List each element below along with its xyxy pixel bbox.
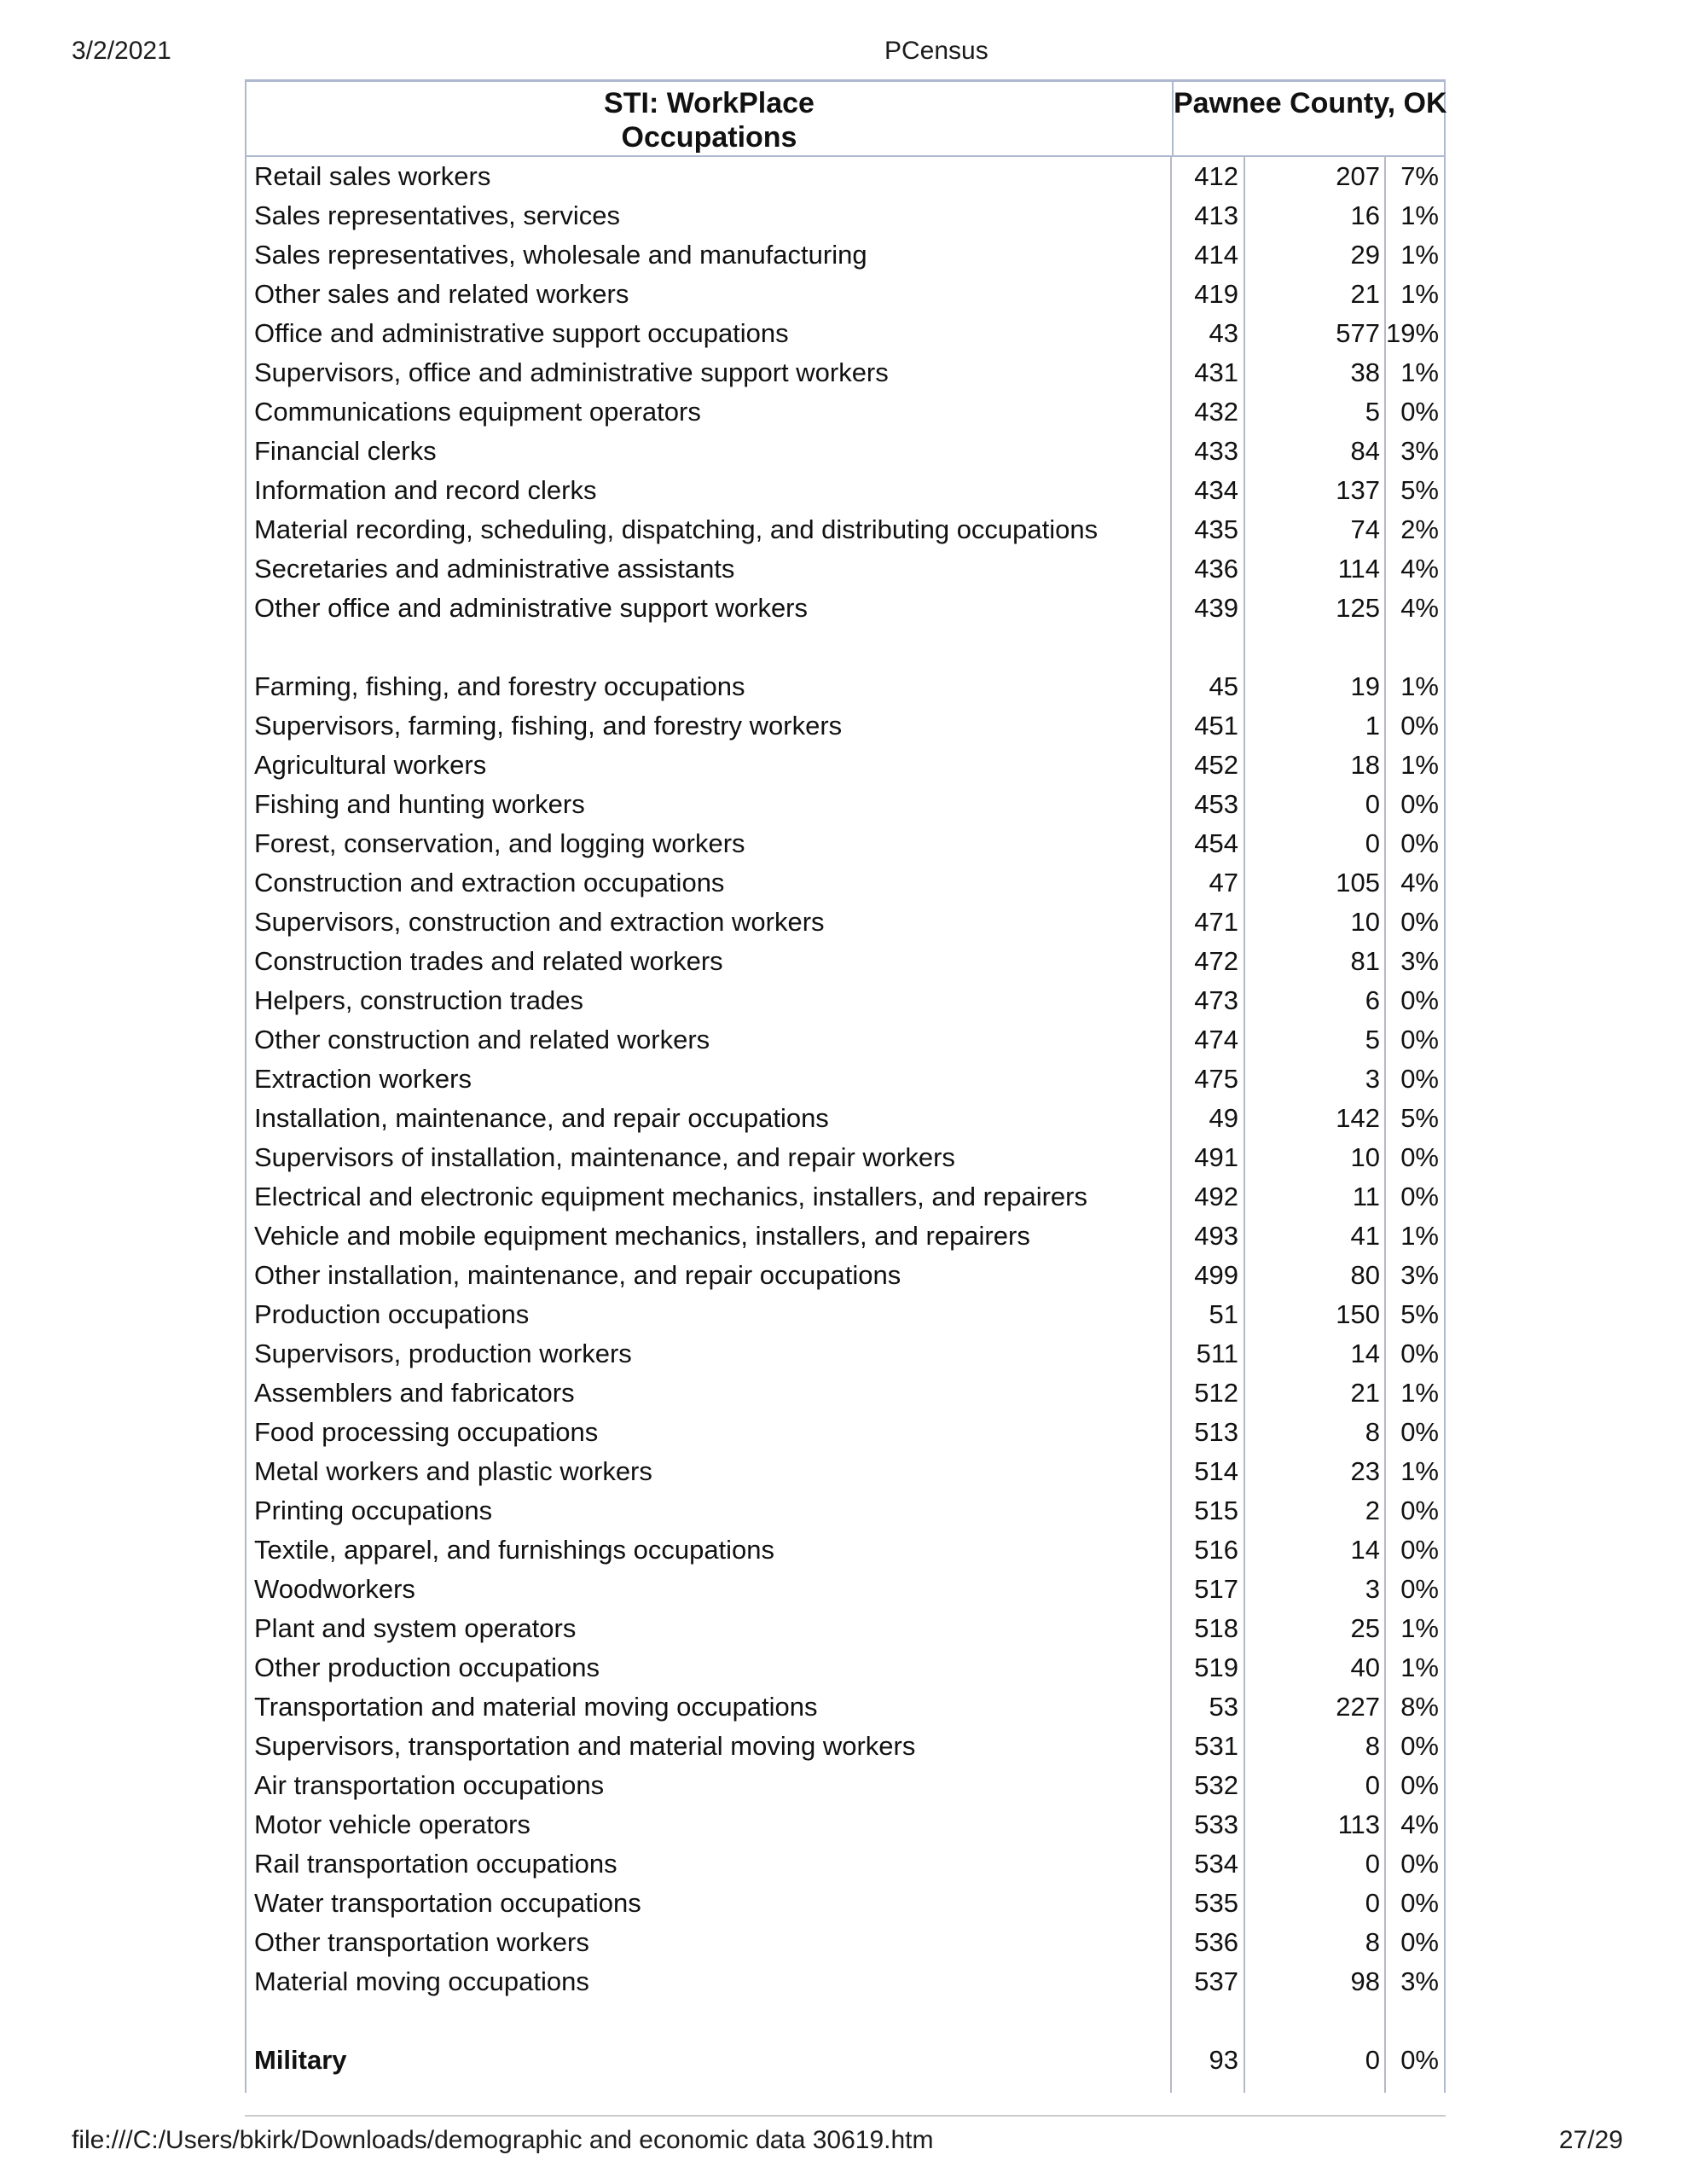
occupation-label: Motor vehicle operators	[254, 1809, 530, 1839]
occupation-label: Other transportation workers	[254, 1927, 589, 1957]
table-row	[246, 863, 1444, 903]
occupation-code: 474	[1170, 1020, 1244, 1060]
occupation-label: Construction trades and related workers	[254, 946, 723, 976]
table-row	[246, 1727, 1444, 1766]
occupation-count: 125	[1244, 589, 1384, 628]
occupation-percent: 0%	[1384, 706, 1444, 746]
occupation-label: Information and record clerks	[254, 475, 597, 505]
occupation-count: 5	[1244, 1020, 1384, 1060]
table-row	[246, 1884, 1444, 1923]
occupation-label: Helpers, construction trades	[254, 985, 583, 1015]
occupation-count: 6	[1244, 981, 1384, 1020]
occupation-label: Financial clerks	[254, 436, 437, 466]
occupation-label: Printing occupations	[254, 1496, 493, 1525]
occupation-count: 18	[1244, 746, 1384, 785]
occupation-label: Fishing and hunting workers	[254, 789, 585, 819]
occupation-label	[246, 628, 1170, 667]
table-row	[246, 1609, 1444, 1648]
occupation-count: 10	[1244, 903, 1384, 942]
occupation-label: Agricultural workers	[254, 750, 487, 780]
table-row	[246, 1099, 1444, 1138]
occupation-code: 513	[1170, 1413, 1244, 1452]
occupation-count	[1244, 628, 1384, 667]
table-row	[246, 903, 1444, 942]
occupation-code	[1170, 628, 1244, 667]
occupation-code: 532	[1170, 1766, 1244, 1805]
occupations-table	[245, 79, 1446, 2093]
occupation-label: Supervisors, office and administrative support workers	[254, 357, 889, 387]
occupation-percent: 0%	[1384, 1923, 1444, 1962]
table-row	[246, 1413, 1444, 1452]
occupation-percent: 4%	[1384, 863, 1444, 903]
occupation-percent: 0%	[1384, 1177, 1444, 1217]
occupation-percent: 3%	[1384, 942, 1444, 981]
occupation-count: 81	[1244, 942, 1384, 981]
occupation-label: Production occupations	[254, 1299, 530, 1329]
occupation-code: 493	[1170, 1217, 1244, 1256]
occupation-code: 499	[1170, 1256, 1244, 1295]
occupation-percent: 0%	[1384, 981, 1444, 1020]
occupation-percent: 1%	[1384, 1452, 1444, 1491]
occupation-code: 536	[1170, 1923, 1244, 1962]
occupation-count: 113	[1244, 1805, 1384, 1844]
occupation-percent: 0%	[1384, 824, 1444, 863]
table-header-geography: Pawnee County, OK	[1172, 82, 1447, 155]
occupation-count: 11	[1244, 1177, 1384, 1217]
occupation-percent: 0%	[1384, 1020, 1444, 1060]
occupation-code: 516	[1170, 1531, 1244, 1570]
occupation-label: Forest, conservation, and logging workers	[254, 828, 745, 858]
occupation-label: Other sales and related workers	[254, 279, 629, 309]
footer-separator	[245, 2115, 1446, 2117]
occupation-label: Rail transportation occupations	[254, 1849, 617, 1879]
occupation-percent: 4%	[1384, 1805, 1444, 1844]
occupation-percent: 0%	[1384, 903, 1444, 942]
table-row	[246, 589, 1444, 628]
occupation-percent: 7%	[1384, 157, 1444, 196]
occupation-label: Supervisors, production workers	[254, 1339, 632, 1368]
occupation-label: Vehicle and mobile equipment mechanics, installers, and repairers	[254, 1221, 1030, 1251]
table-header-title	[246, 82, 1172, 155]
occupation-percent: 0%	[1384, 1138, 1444, 1177]
occupation-count: 14	[1244, 1334, 1384, 1374]
table-row	[246, 1962, 1444, 2001]
table-row	[246, 1805, 1444, 1844]
occupation-label: Transportation and material moving occupations	[254, 1692, 818, 1722]
occupation-percent: 0%	[1384, 1727, 1444, 1766]
table-row	[246, 1491, 1444, 1531]
occupation-code: 533	[1170, 1805, 1244, 1844]
table-row	[246, 1177, 1444, 1217]
occupation-count: 38	[1244, 353, 1384, 392]
occupation-count: 41	[1244, 1217, 1384, 1256]
occupation-code: 93	[1170, 2041, 1244, 2080]
occupation-label: Supervisors, transportation and material moving workers	[254, 1731, 916, 1761]
footer-page-number: 27/29	[1558, 2126, 1623, 2154]
occupation-label: Textile, apparel, and furnishings occupations	[254, 1535, 775, 1565]
occupation-count: 29	[1244, 235, 1384, 275]
table-row	[246, 981, 1444, 1020]
table-row	[246, 746, 1444, 785]
table-row	[246, 1374, 1444, 1413]
occupation-label: Sales representatives, services	[254, 200, 621, 230]
occupation-label: Military	[254, 2045, 347, 2075]
table-row	[246, 706, 1444, 746]
occupation-percent: 4%	[1384, 589, 1444, 628]
occupation-count: 8	[1244, 1727, 1384, 1766]
occupation-label: Air transportation occupations	[254, 1770, 605, 1800]
occupation-count: 80	[1244, 1256, 1384, 1295]
occupation-count: 0	[1244, 824, 1384, 863]
table-row	[246, 1020, 1444, 1060]
occupation-percent: 1%	[1384, 667, 1444, 706]
occupation-code: 492	[1170, 1177, 1244, 1217]
table-row	[246, 235, 1444, 275]
occupation-count: 150	[1244, 1295, 1384, 1334]
occupation-label: Farming, fishing, and forestry occupations	[254, 671, 745, 701]
table-cut-strip	[246, 2080, 1444, 2093]
occupation-count: 2	[1244, 1491, 1384, 1531]
occupation-percent: 0%	[1384, 1334, 1444, 1374]
table-row	[246, 275, 1444, 314]
occupation-label: Other installation, maintenance, and repair occupations	[254, 1260, 901, 1290]
occupation-code: 534	[1170, 1844, 1244, 1884]
occupation-percent: 19%	[1384, 314, 1444, 353]
table-row	[246, 353, 1444, 392]
occupation-count: 5	[1244, 392, 1384, 432]
table-row	[246, 1531, 1444, 1570]
occupation-label: Plant and system operators	[254, 1613, 577, 1643]
occupation-count: 1	[1244, 706, 1384, 746]
occupation-code: 43	[1170, 314, 1244, 353]
occupation-percent: 1%	[1384, 1609, 1444, 1648]
table-row	[246, 628, 1444, 667]
occupation-label: Communications equipment operators	[254, 397, 701, 427]
occupation-percent: 3%	[1384, 1962, 1444, 2001]
table-row	[246, 510, 1444, 549]
occupation-percent: 0%	[1384, 1531, 1444, 1570]
occupation-code: 471	[1170, 903, 1244, 942]
occupation-label: Other office and administrative support workers	[254, 593, 809, 623]
occupation-percent: 0%	[1384, 1060, 1444, 1099]
occupation-code: 453	[1170, 785, 1244, 824]
occupation-count: 207	[1244, 157, 1384, 196]
occupation-code	[1170, 2001, 1244, 2041]
occupation-percent: 8%	[1384, 1687, 1444, 1727]
occupation-percent: 1%	[1384, 275, 1444, 314]
occupation-code: 518	[1170, 1609, 1244, 1648]
occupation-percent: 4%	[1384, 549, 1444, 589]
table-row	[246, 1766, 1444, 1805]
occupation-count: 14	[1244, 1531, 1384, 1570]
table-row	[246, 667, 1444, 706]
occupation-code: 512	[1170, 1374, 1244, 1413]
occupation-code: 537	[1170, 1962, 1244, 2001]
occupation-label: Assemblers and fabricators	[254, 1378, 575, 1408]
table-row	[246, 196, 1444, 235]
occupation-count: 3	[1244, 1570, 1384, 1609]
occupation-code: 491	[1170, 1138, 1244, 1177]
occupation-percent: 0%	[1384, 1844, 1444, 1884]
occupation-code: 517	[1170, 1570, 1244, 1609]
occupation-code: 413	[1170, 196, 1244, 235]
occupation-code: 433	[1170, 432, 1244, 471]
table-row	[246, 392, 1444, 432]
table-row	[246, 2001, 1444, 2041]
occupation-percent: 0%	[1384, 1766, 1444, 1805]
occupation-label: Construction and extraction occupations	[254, 868, 725, 897]
table-row	[246, 432, 1444, 471]
occupation-percent: 0%	[1384, 1491, 1444, 1531]
table-header-row	[246, 82, 1447, 157]
occupation-count: 74	[1244, 510, 1384, 549]
table-row	[246, 1844, 1444, 1884]
occupation-percent: 1%	[1384, 353, 1444, 392]
occupation-count	[1244, 2001, 1384, 2041]
occupation-label: Secretaries and administrative assistants	[254, 554, 735, 584]
table-row	[246, 1060, 1444, 1099]
occupation-code: 412	[1170, 157, 1244, 196]
table-row	[246, 942, 1444, 981]
occupation-label: Supervisors, construction and extraction workers	[254, 907, 825, 937]
occupation-percent: 5%	[1384, 1099, 1444, 1138]
table-row	[246, 2041, 1444, 2080]
print-header-title: PCensus	[884, 37, 988, 65]
table-row	[246, 549, 1444, 589]
table-row	[246, 1570, 1444, 1609]
occupation-label: Metal workers and plastic workers	[254, 1456, 652, 1486]
occupation-percent: 1%	[1384, 235, 1444, 275]
occupation-count: 10	[1244, 1138, 1384, 1177]
occupation-code: 49	[1170, 1099, 1244, 1138]
occupation-code: 435	[1170, 510, 1244, 549]
print-header-date: 3/2/2021	[72, 37, 171, 65]
occupation-percent: 5%	[1384, 471, 1444, 510]
table-row	[246, 1334, 1444, 1374]
occupation-percent: 3%	[1384, 432, 1444, 471]
table-body	[246, 157, 1444, 2080]
occupation-percent: 1%	[1384, 746, 1444, 785]
occupation-percent: 0%	[1384, 2041, 1444, 2080]
occupation-code: 535	[1170, 1884, 1244, 1923]
occupation-code: 515	[1170, 1491, 1244, 1531]
occupation-percent: 0%	[1384, 1884, 1444, 1923]
occupation-percent: 1%	[1384, 1648, 1444, 1687]
occupation-count: 137	[1244, 471, 1384, 510]
table-row	[246, 1648, 1444, 1687]
occupation-code: 451	[1170, 706, 1244, 746]
occupation-percent: 1%	[1384, 1374, 1444, 1413]
table-row	[246, 824, 1444, 863]
occupation-code: 432	[1170, 392, 1244, 432]
occupation-percent: 5%	[1384, 1295, 1444, 1334]
occupation-code: 473	[1170, 981, 1244, 1020]
table-header-title-line2: Occupations	[621, 121, 797, 154]
occupation-count: 577	[1244, 314, 1384, 353]
occupation-code: 514	[1170, 1452, 1244, 1491]
table-row	[246, 1217, 1444, 1256]
occupation-percent: 1%	[1384, 1217, 1444, 1256]
occupation-count: 23	[1244, 1452, 1384, 1491]
table-row	[246, 314, 1444, 353]
occupation-code: 45	[1170, 667, 1244, 706]
occupation-count: 40	[1244, 1648, 1384, 1687]
occupation-count: 142	[1244, 1099, 1384, 1138]
occupation-label: Other production occupations	[254, 1653, 600, 1682]
occupation-count: 8	[1244, 1413, 1384, 1452]
table-row	[246, 1295, 1444, 1334]
occupation-label: Retail sales workers	[254, 161, 491, 191]
occupation-code: 475	[1170, 1060, 1244, 1099]
occupation-percent	[1384, 628, 1444, 667]
occupation-label: Material moving occupations	[254, 1966, 589, 1996]
occupation-code: 452	[1170, 746, 1244, 785]
occupation-code: 47	[1170, 863, 1244, 903]
footer-file-url: file:///C:/Users/bkirk/Downloads/demographic and economic data 30619.htm	[72, 2126, 934, 2154]
occupation-percent: 2%	[1384, 510, 1444, 549]
occupation-label: Supervisors of installation, maintenance, and repair workers	[254, 1142, 955, 1172]
occupation-code: 436	[1170, 549, 1244, 589]
occupation-code: 511	[1170, 1334, 1244, 1374]
occupation-label: Other construction and related workers	[254, 1025, 710, 1054]
occupation-code: 472	[1170, 942, 1244, 981]
occupation-count: 98	[1244, 1962, 1384, 2001]
table-row	[246, 1687, 1444, 1727]
occupation-percent: 0%	[1384, 392, 1444, 432]
occupation-count: 0	[1244, 1844, 1384, 1884]
occupation-count: 0	[1244, 2041, 1384, 2080]
occupation-code: 439	[1170, 589, 1244, 628]
occupation-code: 531	[1170, 1727, 1244, 1766]
occupation-count: 19	[1244, 667, 1384, 706]
occupation-count: 8	[1244, 1923, 1384, 1962]
occupation-label: Sales representatives, wholesale and manufacturing	[254, 240, 867, 270]
occupation-code: 434	[1170, 471, 1244, 510]
occupation-percent: 3%	[1384, 1256, 1444, 1295]
occupation-count: 105	[1244, 863, 1384, 903]
occupation-percent: 1%	[1384, 196, 1444, 235]
table-header-title-line1: STI: WorkPlace	[604, 87, 815, 119]
occupation-label: Supervisors, farming, fishing, and forestry workers	[254, 711, 843, 741]
occupation-code: 419	[1170, 275, 1244, 314]
occupation-count: 16	[1244, 196, 1384, 235]
occupation-code: 53	[1170, 1687, 1244, 1727]
occupation-label: Woodworkers	[254, 1574, 415, 1604]
occupation-label: Food processing occupations	[254, 1417, 599, 1447]
table-row	[246, 1256, 1444, 1295]
occupation-code: 414	[1170, 235, 1244, 275]
occupation-code: 454	[1170, 824, 1244, 863]
occupation-count: 84	[1244, 432, 1384, 471]
occupation-count: 0	[1244, 1884, 1384, 1923]
occupation-count: 0	[1244, 785, 1384, 824]
occupation-label	[246, 2001, 1170, 2041]
occupation-count: 21	[1244, 275, 1384, 314]
occupation-count: 25	[1244, 1609, 1384, 1648]
occupation-percent: 0%	[1384, 785, 1444, 824]
occupation-count: 21	[1244, 1374, 1384, 1413]
occupation-count: 3	[1244, 1060, 1384, 1099]
occupation-percent: 0%	[1384, 1570, 1444, 1609]
occupation-percent	[1384, 2001, 1444, 2041]
occupation-code: 431	[1170, 353, 1244, 392]
occupation-code: 51	[1170, 1295, 1244, 1334]
table-row	[246, 1138, 1444, 1177]
table-row	[246, 1923, 1444, 1962]
occupation-label: Electrical and electronic equipment mechanics, installers, and repairers	[254, 1182, 1087, 1211]
occupation-label: Material recording, scheduling, dispatching, and distributing occupations	[254, 514, 1099, 544]
occupation-label: Installation, maintenance, and repair occupations	[254, 1103, 829, 1133]
table-row	[246, 471, 1444, 510]
occupation-percent: 0%	[1384, 1413, 1444, 1452]
occupation-code: 519	[1170, 1648, 1244, 1687]
table-row	[246, 157, 1444, 196]
occupation-count: 114	[1244, 549, 1384, 589]
occupation-count: 227	[1244, 1687, 1384, 1727]
table-row	[246, 785, 1444, 824]
occupation-label: Water transportation occupations	[254, 1888, 641, 1918]
occupation-label: Office and administrative support occupations	[254, 318, 789, 348]
occupation-label: Extraction workers	[254, 1064, 472, 1094]
table-row	[246, 1452, 1444, 1491]
occupation-count: 0	[1244, 1766, 1384, 1805]
